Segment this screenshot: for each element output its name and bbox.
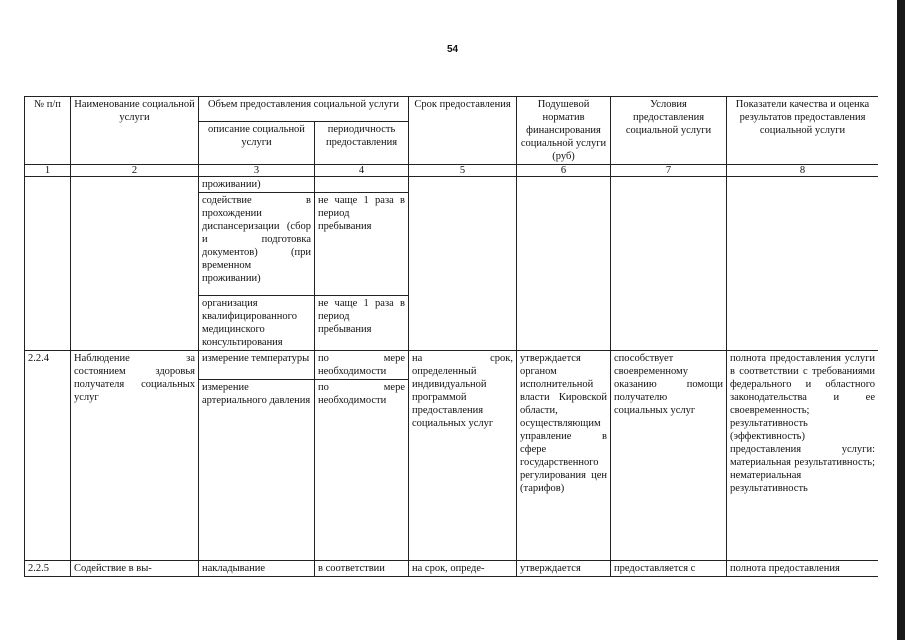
cell-periodicity: по мере необходимости: [315, 351, 409, 380]
cell-periodicity: по мере необходимости: [315, 380, 409, 561]
table-row: [25, 351, 879, 380]
cell-periodicity: в соответствии: [315, 561, 409, 577]
header-quality: Показатели качества и оценка результатов предоставления социальной услуги: [727, 97, 879, 165]
cell-empty: [409, 177, 517, 351]
col-number-4: 4: [315, 165, 409, 177]
cell-empty: [611, 177, 727, 351]
header-description: описание социальной услуги: [199, 122, 315, 165]
cell-service-number: 2.2.5: [25, 561, 71, 577]
services-table: [24, 96, 878, 577]
cell-service-number: 2.2.4: [25, 351, 71, 561]
cell-empty: [71, 177, 199, 351]
cell-term: на срок, определенный индивидуальной программой предоставления социальных услуг: [409, 351, 517, 561]
header-volume-group: Объем предоставления социальной услуги: [199, 97, 409, 122]
cell-periodicity: не чаще 1 раза в период пребывания: [315, 296, 409, 351]
cell-description-continued: проживании): [199, 177, 315, 193]
col-number-6: 6: [517, 165, 611, 177]
col-number-8: 8: [727, 165, 879, 177]
col-number-2: 2: [71, 165, 199, 177]
table-row: [25, 561, 879, 577]
col-number-5: 5: [409, 165, 517, 177]
cell-quality: полнота предоставления услуги в соответствии с требованиями федерального и областного законодательства и ее своевременность; результативность (эффективность) предоставления услуги: материальная результативность; нематериальная результативность: [727, 351, 879, 561]
header-service-name: Наименование социальной услуги: [71, 97, 199, 165]
cell-conditions: предоставляется с: [611, 561, 727, 577]
cell-description: содействие в прохождении диспансеризации (сбор и подготовка документов) (при временном проживании): [199, 193, 315, 296]
header-row-1: [25, 97, 879, 122]
col-number-3: 3: [199, 165, 315, 177]
cell-norm: утверждается: [517, 561, 611, 577]
cell-empty: [315, 177, 409, 193]
header-number: № п/п: [25, 97, 71, 165]
header-conditions: Условия предоставления социальной услуги: [611, 97, 727, 165]
column-number-row: [25, 165, 879, 177]
cell-service-name: Содействие в вы-: [71, 561, 199, 577]
header-norm: Подушевой норматив финансирования социальной услуги (руб): [517, 97, 611, 165]
cell-term: на срок, опреде-: [409, 561, 517, 577]
cell-norm: утверждается органом исполнительной власти Кировской области, осуществляющим управление в сфере государственного регулирования цен (тарифов): [517, 351, 611, 561]
cell-empty: [517, 177, 611, 351]
cell-description: организация квалифицированного медицинского консультирования: [199, 296, 315, 351]
cell-quality: полнота предоставления: [727, 561, 879, 577]
cell-empty: [25, 177, 71, 351]
services-table-wrapper: [24, 96, 878, 596]
header-periodicity: периодичность предоставления: [315, 122, 409, 165]
cell-description: измерение температуры: [199, 351, 315, 380]
page-number: 54: [446, 44, 459, 55]
col-number-7: 7: [611, 165, 727, 177]
cell-empty: [727, 177, 879, 351]
cell-service-name: Наблюдение за состоянием здоровья получателя социальных услуг: [71, 351, 199, 561]
scan-edge: [897, 0, 905, 640]
header-term: Срок предоставления: [409, 97, 517, 165]
cell-periodicity: не чаще 1 раза в период пребывания: [315, 193, 409, 296]
table-row: [25, 177, 879, 193]
col-number-1: 1: [25, 165, 71, 177]
cell-description: накладывание: [199, 561, 315, 577]
cell-conditions: способствует своевременному оказанию помощи получателю социальных услуг: [611, 351, 727, 561]
cell-description: измерение артериального давления: [199, 380, 315, 561]
